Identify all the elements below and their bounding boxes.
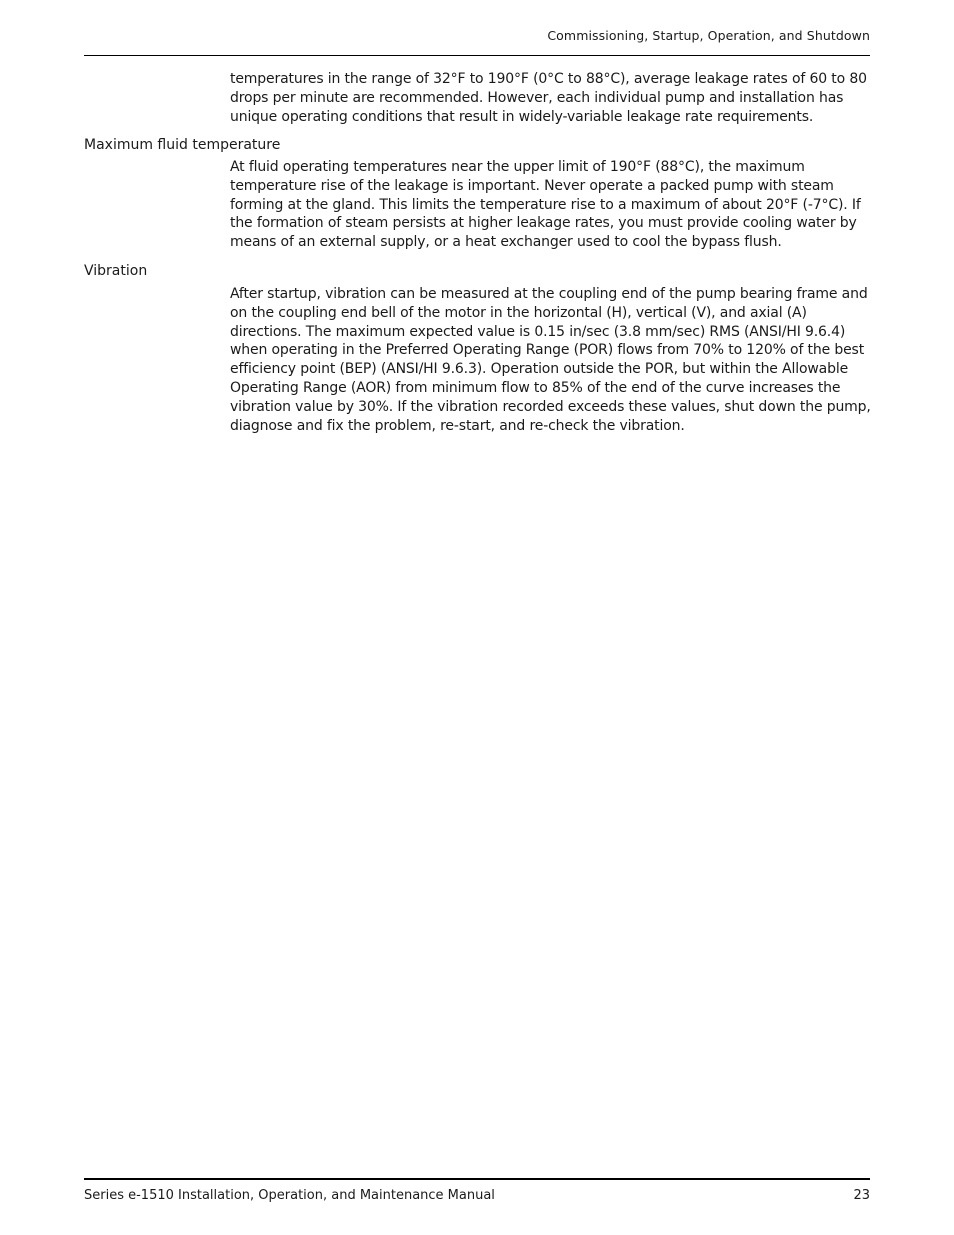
header-chapter-title: Commissioning, Startup, Operation, and Shutdown [547, 28, 870, 43]
max-fluid-temperature-paragraph: At fluid operating temperatures near the upper limit of 190°F (88°C), the maximum temperature rise of the leakage is important. Never operate a packed pump with steam forming at the gland. This limits the temperature rise to a maximum of about 20°F (-7°C). If the formation of steam persists at higher leakage rates, you must provide cooling water by means of an external supply, or a heat exchanger used to cool the bypass flush. [230, 159, 861, 251]
page-footer [84, 1178, 870, 1203]
footer-manual-title: Series e-1510 Installation, Operation, and Maintenance Manual [84, 1188, 495, 1203]
section-heading-vibration: Vibration [84, 263, 148, 279]
page-number: 23 [853, 1188, 870, 1203]
intro-paragraph: temperatures in the range of 32°F to 190°F (0°C to 88°C), average leakage rates of 60 to 80 drops per minute are recommended. However, each individual pump and installation has unique operating conditions that result in widely-variable leakage rate requirements. [230, 71, 867, 125]
vibration-paragraph: After startup, vibration can be measured at the coupling end of the pump bearing frame and on the coupling end bell of the motor in the horizontal (H), vertical (V), and axial (A) directions. The maximum expected value is 0.15 in/sec (3.8 mm/sec) RMS (ANSI/HI 9.6.4) when operating in the Preferred Operating Range (POR) flows from 70% to 120% of the best efficiency point (BEP) (ANSI/HI 9.6.3). Operation outside the POR, but within the Allowable Operating Range (AOR) from minimum flow to 85% of the end of the curve increases the vibration value by 30%. If the vibration recorded exceeds these values, shut down the pump, diagnose and fix the problem, re-start, and re-check the vibration. [230, 286, 871, 434]
page-header [84, 26, 870, 56]
section-heading-max-fluid-temperature: Maximum fluid temperature [84, 137, 281, 153]
